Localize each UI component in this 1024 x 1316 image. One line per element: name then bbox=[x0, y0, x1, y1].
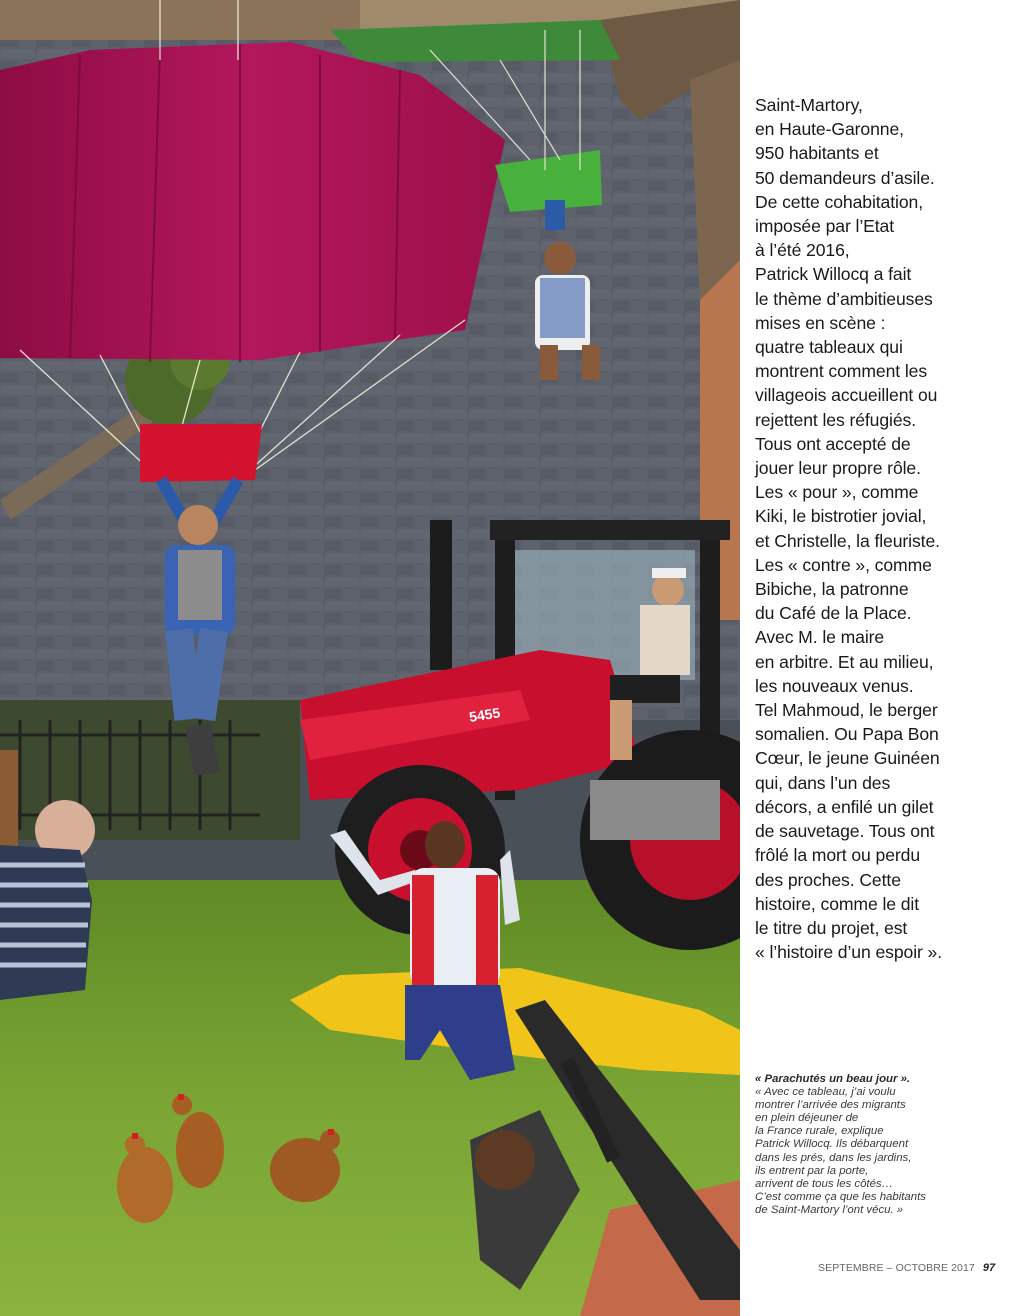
body-line: 50 demandeurs d’asile. bbox=[755, 167, 935, 188]
body-line: rejettent les réfugiés. bbox=[755, 409, 917, 430]
caption-line: C’est comme ça que les habitants bbox=[755, 1190, 926, 1203]
caption-line: montrer l’arrivée des migrants bbox=[755, 1099, 906, 1112]
body-line: Tel Mahmoud, le berger bbox=[755, 700, 938, 721]
body-line: montrent comment les bbox=[755, 361, 928, 382]
caption-line: ils entrent par la porte, bbox=[755, 1164, 869, 1177]
caption-line: « Avec ce tableau, j’ai voulu bbox=[755, 1086, 896, 1099]
body-line: le thème d’ambitieuses bbox=[755, 288, 933, 309]
article-body bbox=[755, 93, 1017, 964]
body-line: quatre tableaux qui bbox=[755, 337, 903, 358]
body-line: villageois accueillent ou bbox=[755, 385, 938, 406]
caption-line: de Saint-Martory l’ont vécu. » bbox=[755, 1203, 904, 1216]
body-line: somalien. Ou Papa Bon bbox=[755, 724, 939, 745]
body-line: qui, dans l’un des bbox=[755, 772, 891, 793]
caption-line: Patrick Willocq. Ils débarquent bbox=[755, 1138, 909, 1151]
body-line: Bibiche, la patronne bbox=[755, 579, 909, 600]
body-line: de sauvetage. Tous ont bbox=[755, 821, 935, 842]
page-number: 97 bbox=[982, 1262, 996, 1274]
body-line: jouer leur propre rôle. bbox=[755, 458, 921, 479]
body-line: Avec M. le maire bbox=[755, 627, 885, 648]
body-line: 950 habitants et bbox=[755, 143, 879, 164]
body-line: des proches. Cette bbox=[755, 869, 901, 890]
body-line: et Christelle, la fleuriste. bbox=[755, 530, 940, 551]
body-line: du Café de la Place. bbox=[755, 603, 912, 624]
body-line: à l’été 2016, bbox=[755, 240, 850, 261]
caption-line: dans les prés, dans les jardins, bbox=[755, 1151, 912, 1164]
body-line: Les « contre », comme bbox=[755, 554, 932, 575]
body-line: décors, a enfilé un gilet bbox=[755, 796, 934, 817]
body-line: Cœur, le jeune Guinéen bbox=[755, 748, 940, 769]
photo-caption bbox=[755, 1073, 995, 1217]
caption-line: la France rurale, explique bbox=[755, 1125, 884, 1138]
tractor-exhaust bbox=[430, 520, 452, 670]
body-line: Les « pour », comme bbox=[755, 482, 919, 503]
body-line: en Haute-Garonne, bbox=[755, 119, 904, 140]
body-line: les nouveaux venus. bbox=[755, 675, 914, 696]
red-seat bbox=[140, 424, 262, 482]
body-line: en arbitre. Et au milieu, bbox=[755, 651, 934, 672]
body-line: Tous ont accepté de bbox=[755, 433, 911, 454]
body-line: histoire, comme le dit bbox=[755, 893, 920, 914]
body-line: Patrick Willocq a fait bbox=[755, 264, 912, 285]
tractor-model-label: 5455 bbox=[467, 704, 502, 725]
body-line: Saint-Martory, bbox=[755, 95, 863, 115]
body-line: imposée par l’Etat bbox=[755, 216, 895, 237]
body-line: mises en scène : bbox=[755, 312, 886, 333]
body-line: « l’histoire d’un espoir ». bbox=[755, 942, 943, 963]
body-line: frôlé la mort ou perdu bbox=[755, 845, 921, 866]
caption-line: arrivent de tous les côtés… bbox=[755, 1177, 894, 1190]
issue-date: SEPTEMBRE – OCTOBRE 2017 bbox=[818, 1262, 975, 1274]
page-footer bbox=[818, 1258, 995, 1276]
caption-text bbox=[755, 1086, 995, 1217]
body-line: De cette cohabitation, bbox=[755, 191, 923, 212]
body-line: le titre du projet, est bbox=[755, 917, 908, 938]
caption-line: en plein déjeuner de bbox=[755, 1112, 859, 1125]
body-line: Kiki, le bistrotier jovial, bbox=[755, 506, 927, 527]
caption-title: « Parachutés un beau jour ». bbox=[755, 1073, 911, 1085]
